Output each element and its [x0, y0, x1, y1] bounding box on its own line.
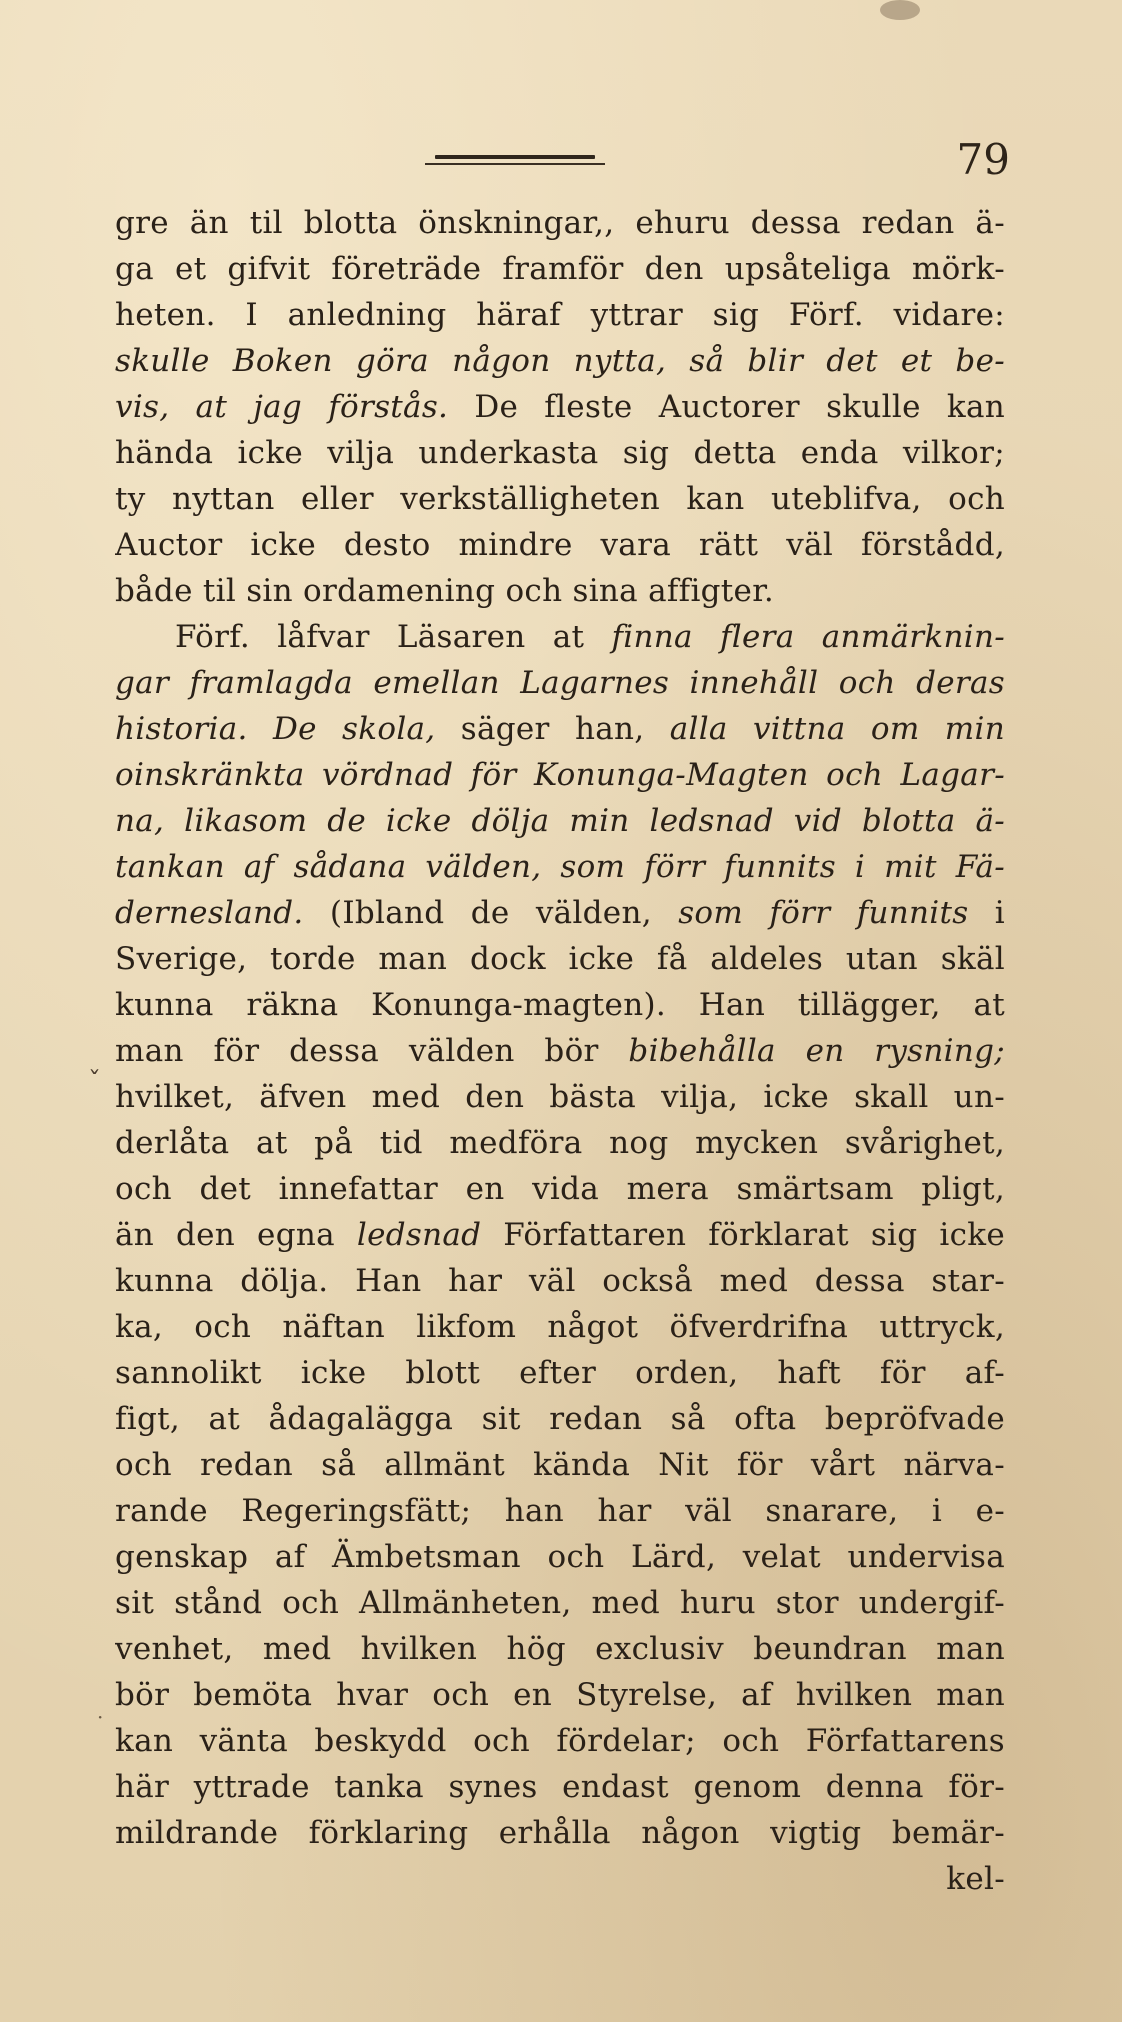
- text-segment: heten. I anledning häraf yttrar sig Förf. vidare:: [115, 297, 1005, 333]
- text-segment: man för dessa välden bör: [115, 1033, 629, 1069]
- text-segment: kel-: [946, 1861, 1005, 1897]
- italic-text-segment: bibehålla en rysning;: [628, 1033, 1005, 1069]
- text-line: [115, 384, 1005, 430]
- text-line: [115, 1810, 1005, 1856]
- italic-text-segment: gar framlagda emellan Lagarnes innehåll och deras: [115, 665, 1005, 701]
- text-segment: kunna dölja. Han har väl också med dessa star-: [115, 1263, 1005, 1299]
- text-line: [115, 1212, 1005, 1258]
- body-text: [115, 200, 1005, 1902]
- text-segment: hända icke vilja underkasta sig detta enda vilkor;: [115, 435, 1005, 471]
- italic-text-segment: finna flera anmärknin-: [611, 619, 1005, 655]
- text-segment: Författaren förklarat sig icke: [481, 1217, 1005, 1253]
- text-segment: mildrande förklaring erhålla någon vigtig bemär-: [115, 1815, 1005, 1851]
- paper-stain: [880, 0, 920, 20]
- text-line: [115, 1718, 1005, 1764]
- text-segment: Auctor icke desto mindre vara rätt väl förstådd,: [115, 527, 1005, 563]
- text-segment: venhet, med hvilken hög exclusiv beundran man: [115, 1631, 1005, 1667]
- italic-text-segment: alla vittna om min: [669, 711, 1005, 747]
- text-segment: figt, at ådagalägga sit redan så ofta bepröfvade: [115, 1401, 1005, 1437]
- text-line: [115, 1350, 1005, 1396]
- text-segment: här yttrade tanka synes endast genom denna för-: [115, 1769, 1005, 1805]
- text-line: [115, 1166, 1005, 1212]
- italic-text-segment: dernesland.: [115, 895, 304, 931]
- text-segment: genskap af Ämbetsman och Lärd, velat undervisa: [115, 1539, 1005, 1575]
- text-segment: i: [968, 895, 1005, 931]
- header-rule-thick: [435, 155, 595, 159]
- text-segment: säger han,: [435, 711, 670, 747]
- text-line: [115, 982, 1005, 1028]
- text-line: [115, 706, 1005, 752]
- text-segment: sit stånd och Allmänheten, med huru stor undergif-: [115, 1585, 1005, 1621]
- text-line: [115, 430, 1005, 476]
- text-line: [115, 1856, 1005, 1902]
- text-segment: och redan så allmänt kända Nit för vårt närva-: [115, 1447, 1005, 1483]
- page-number: 79: [956, 135, 1010, 184]
- text-line: [115, 292, 1005, 338]
- text-line: [115, 752, 1005, 798]
- text-segment: ga et gifvit företräde framför den upsåteliga mörk-: [115, 251, 1005, 287]
- text-segment: (Ibland de välden,: [303, 895, 679, 931]
- text-line: [115, 568, 1005, 614]
- italic-text-segment: historia. De skola,: [115, 711, 436, 747]
- text-line: [115, 1442, 1005, 1488]
- text-segment: derlåta at på tid medföra nog mycken svårighet,: [115, 1125, 1005, 1161]
- text-line: [115, 1304, 1005, 1350]
- text-line: [115, 1028, 1005, 1074]
- text-segment: kunna räkna Konunga-magten). Han tillägger, at: [115, 987, 1005, 1023]
- text-line: [115, 522, 1005, 568]
- header-rule: [425, 155, 605, 165]
- text-line: [115, 660, 1005, 706]
- text-segment: både til sin ordamening och sina affigter.: [115, 573, 775, 609]
- italic-text-segment: na, likasom de icke dölja min ledsnad vid blotta ä-: [115, 803, 1005, 839]
- text-segment: än den egna: [115, 1217, 357, 1253]
- italic-text-segment: oinskränkta vördnad för Konunga-Magten och Lagar-: [115, 757, 1005, 793]
- text-segment: De fleste Auctorer skulle kan: [448, 389, 1005, 425]
- header-rule-thin: [425, 163, 605, 165]
- margin-mark: ·: [97, 1705, 104, 1729]
- italic-text-segment: som förr funnits: [678, 895, 969, 931]
- text-line: [115, 1488, 1005, 1534]
- text-line: [115, 798, 1005, 844]
- margin-mark: ˇ: [88, 1067, 101, 1097]
- text-line: [115, 1396, 1005, 1442]
- italic-text-segment: skulle Boken göra någon nytta, så blir det et be-: [115, 343, 1005, 379]
- text-segment: Förf. låfvar Läsaren at: [175, 619, 612, 655]
- text-segment: ty nyttan eller verkställigheten kan uteblifva, och: [115, 481, 1005, 517]
- text-line: [115, 246, 1005, 292]
- text-line: [115, 200, 1005, 246]
- text-line: [115, 936, 1005, 982]
- text-line: [115, 1580, 1005, 1626]
- text-segment: sannolikt icke blott efter orden, haft för af-: [115, 1355, 1005, 1391]
- text-segment: ka, och näftan likfom något öfverdrifna uttryck,: [115, 1309, 1005, 1345]
- text-line: [115, 890, 1005, 936]
- italic-text-segment: tankan af sådana välden, som förr funnits i mit Fä-: [115, 849, 1005, 885]
- text-segment: hvilket, äfven med den bästa vilja, icke skall un-: [115, 1079, 1005, 1115]
- text-segment: kan vänta beskydd och fördelar; och Författarens: [115, 1723, 1005, 1759]
- italic-text-segment: vis, at jag förstås.: [115, 389, 449, 425]
- text-line: [115, 1626, 1005, 1672]
- italic-text-segment: ledsnad: [356, 1217, 482, 1253]
- text-segment: gre än til blotta önskningar,, ehuru dessa redan ä-: [115, 205, 1005, 241]
- text-line: [115, 1764, 1005, 1810]
- text-line: [115, 1258, 1005, 1304]
- text-line: [115, 338, 1005, 384]
- text-line: [115, 1534, 1005, 1580]
- text-segment: bör bemöta hvar och en Styrelse, af hvilken man: [115, 1677, 1005, 1713]
- text-line: [115, 476, 1005, 522]
- text-line: [115, 1672, 1005, 1718]
- text-line: [115, 1120, 1005, 1166]
- text-segment: rande Regeringsfätt; han har väl snarare, i e-: [115, 1493, 1005, 1529]
- text-line: [115, 614, 1005, 660]
- text-segment: och det innefattar en vida mera smärtsam pligt,: [115, 1171, 1005, 1207]
- text-segment: Sverige, torde man dock icke få aldeles utan skäl: [115, 941, 1005, 977]
- text-line: [115, 844, 1005, 890]
- text-line: [115, 1074, 1005, 1120]
